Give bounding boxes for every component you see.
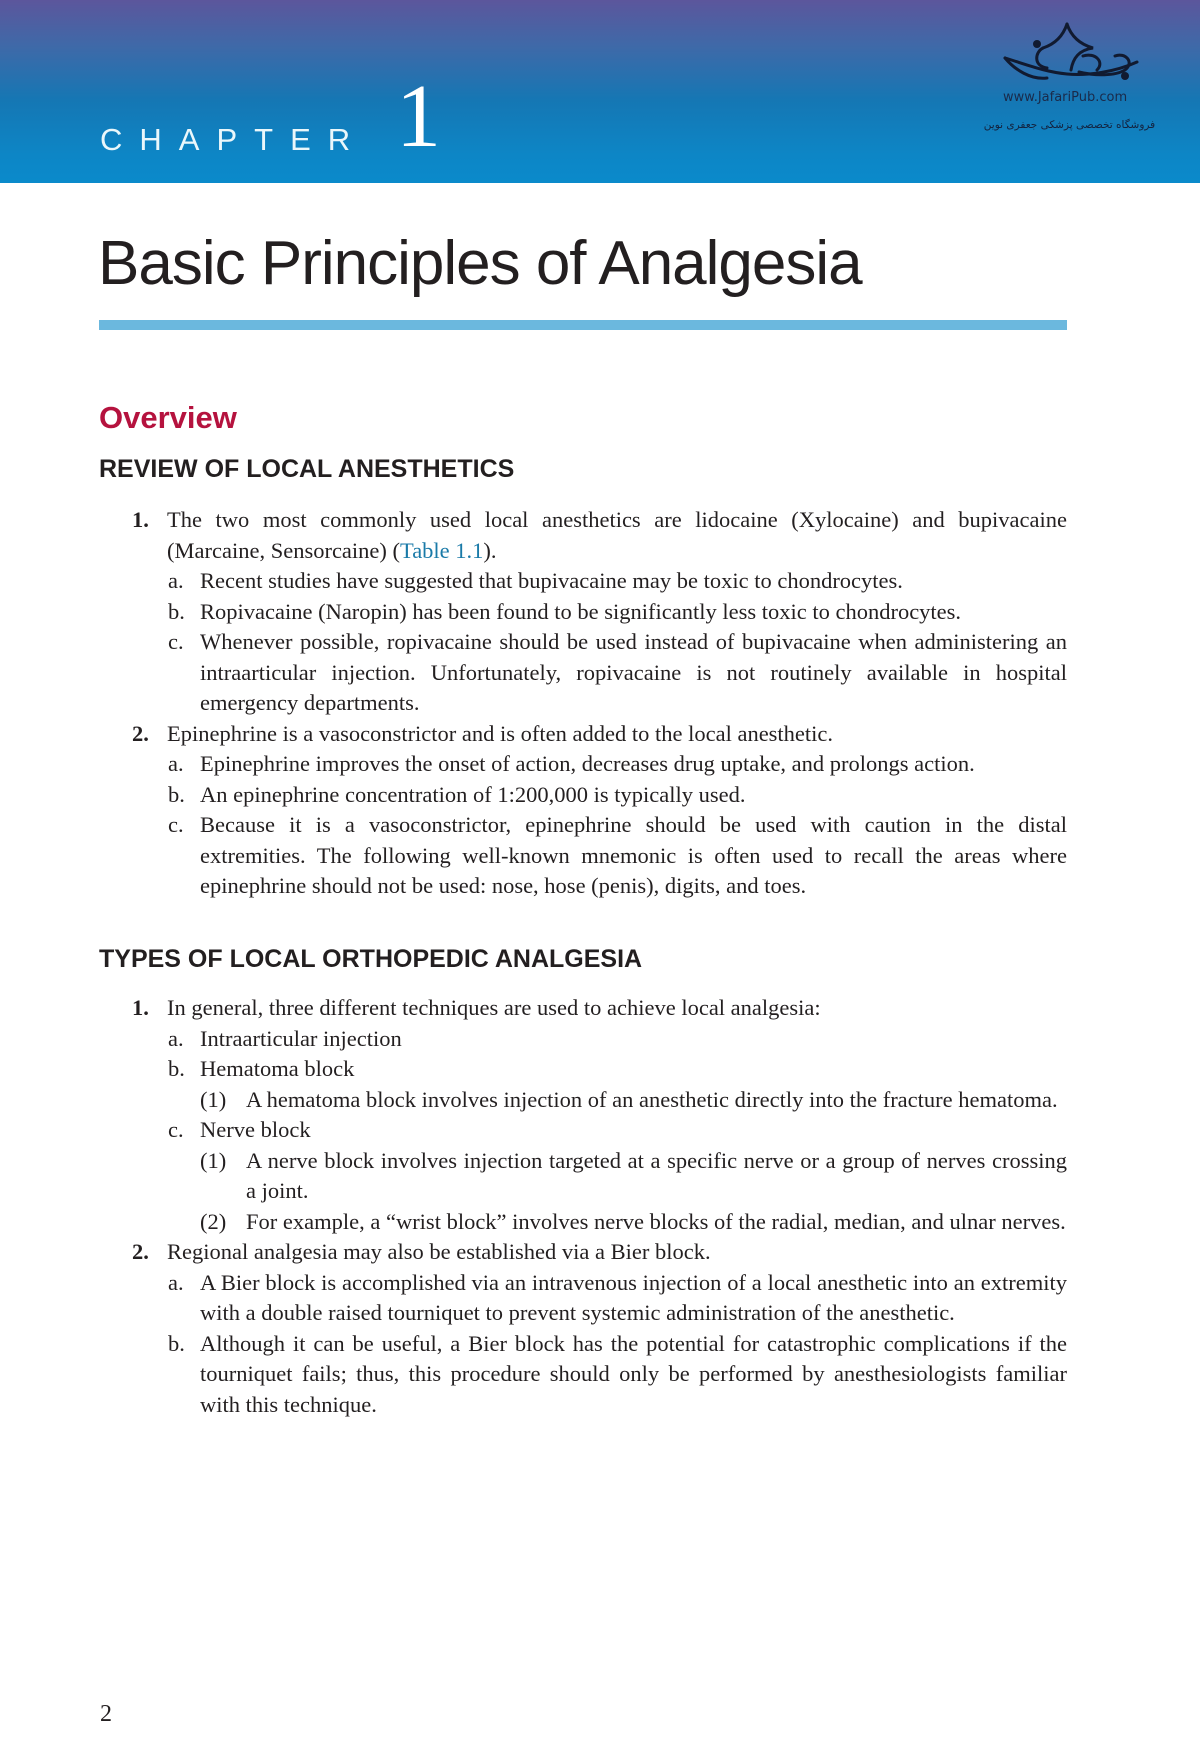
list-marker: (1) (200, 1147, 227, 1173)
list-marker: c. (168, 629, 184, 654)
list-subitem (130, 810, 1067, 902)
list-item-text: Hematoma block (200, 1056, 355, 1081)
chapter-label: CHAPTER (100, 122, 368, 157)
list-subitem (130, 597, 1067, 628)
list-item-text-suffix: ). (483, 537, 497, 563)
list-subitem (130, 1054, 1067, 1085)
list-subsubitem (130, 1207, 1067, 1238)
list-marker: 1. (132, 995, 149, 1020)
list-item-text: Recent studies have suggested that bupivacaine may be toxic to chondrocytes. (200, 568, 903, 593)
list-subitem (130, 627, 1067, 719)
list-subitem (130, 1268, 1067, 1329)
table-reference-link[interactable]: Table 1.1 (400, 537, 484, 563)
title-rule-divider (99, 320, 1067, 330)
section-heading-orthopedic-analgesia: TYPES OF LOCAL ORTHOPEDIC ANALGESIA (99, 945, 643, 973)
list-item-text: An epinephrine concentration of 1:200,000 is typically used. (200, 781, 746, 807)
list-item (130, 505, 1067, 566)
list-marker: b. (168, 598, 185, 624)
list-item-text: For example, a “wrist block” involves nerve blocks of the radial, median, and ulnar nerves. (246, 1208, 1066, 1234)
list-marker: a. (168, 751, 184, 776)
list-marker: 2. (132, 720, 149, 746)
list-marker: b. (168, 1330, 185, 1356)
list-marker: c. (168, 812, 184, 837)
list-item-text: A nerve block involves injection targeted at a specific nerve or a group of nerves crossing a joint. (246, 1147, 1067, 1203)
list-item-text: Ropivacaine (Naropin) has been found to be significantly less toxic to chondrocytes. (200, 598, 962, 624)
chapter-title: Basic Principles of Analgesia (98, 229, 862, 298)
list-item (130, 719, 1067, 750)
overview-heading: Overview (99, 400, 237, 435)
list-marker: (2) (200, 1208, 227, 1234)
list-subitem (130, 749, 1067, 780)
list-subitem (130, 1329, 1067, 1421)
list-item-text: Epinephrine is a vasoconstrictor and is often added to the local anesthetic. (167, 720, 834, 746)
list-subitem (130, 1024, 1067, 1055)
list-marker: 1. (132, 507, 149, 532)
list-subitem (130, 780, 1067, 811)
list-item-text: Intraarticular injection (200, 1025, 402, 1051)
list-subitem (130, 566, 1067, 597)
list-marker: (1) (200, 1086, 227, 1112)
list-subitem (130, 1115, 1067, 1146)
section-heading-local-anesthetics: REVIEW OF LOCAL ANESTHETICS (99, 455, 515, 483)
list-item-text: Epinephrine improves the onset of action, decreases drug uptake, and prolongs action. (200, 751, 975, 776)
list-item-text: The two most commonly used local anesthetics are lidocaine (Xylocaine) and bupivacaine (Marcaine, Sensorcaine) ( (167, 507, 1067, 563)
list-marker: b. (168, 1056, 185, 1081)
list-item-text: A hematoma block involves injection of an anesthetic directly into the fracture hematoma. (246, 1086, 1058, 1112)
section-body-orthopedic-analgesia (130, 993, 1067, 1420)
list-marker: c. (168, 1117, 184, 1142)
list-subsubitem (130, 1146, 1067, 1207)
list-item (130, 1237, 1067, 1268)
list-marker: b. (168, 781, 185, 807)
list-item-text: Because it is a vasoconstrictor, epinephrine should be used with caution in the distal extremities. The following well-known mnemonic is often used to recall the areas where epinephrine should not be used: nose, hose (penis), digits, and toes. (200, 812, 1067, 898)
list-item-text: Regional analgesia may also be established via a Bier block. (167, 1239, 711, 1264)
list-marker: 2. (132, 1239, 149, 1264)
list-marker: a. (168, 568, 184, 593)
list-marker: a. (168, 1269, 184, 1295)
watermark-url: www.JafariPub.com (1003, 90, 1128, 105)
list-item-text: In general, three different techniques are used to achieve local analgesia: (167, 995, 821, 1020)
list-item-text: Whenever possible, ropivacaine should be used instead of bupivacaine when administering an intraarticular injection. Unfortunately, ropivacaine is not routinely available in hospital emergency departments. (200, 629, 1067, 715)
list-item-text: A Bier block is accomplished via an intravenous injection of a local anesthetic into an extremity with a double raised tourniquet to prevent systemic administration of the anesthetic. (200, 1269, 1067, 1325)
list-subsubitem (130, 1085, 1067, 1116)
chapter-number: 1 (396, 67, 441, 166)
list-item-text: Nerve block (200, 1117, 311, 1142)
page-number: 2 (100, 1701, 112, 1727)
list-marker: a. (168, 1025, 184, 1051)
section-body-local-anesthetics (130, 505, 1067, 902)
list-item (130, 993, 1067, 1024)
watermark-tagline: فروشگاه تخصصی پزشکی جعفری نوین (983, 119, 1156, 131)
list-item-text: Although it can be useful, a Bier block has the potential for catastrophic complications if the tourniquet fails; thus, this procedure should only be performed by anesthesiologists familiar with this technique. (200, 1330, 1067, 1417)
